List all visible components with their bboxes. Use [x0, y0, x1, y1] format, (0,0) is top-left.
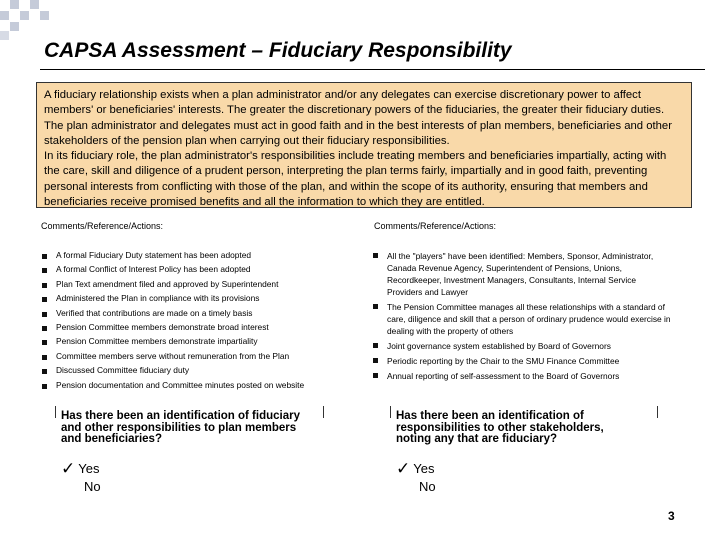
list-item: Annual reporting of self-assessment to the Board of Governors: [372, 370, 672, 382]
bullet-icon: [373, 358, 378, 363]
intro-box: [36, 82, 692, 208]
title-divider: [40, 69, 705, 70]
left-question-bracket: [323, 406, 324, 418]
bullet-icon: [42, 355, 47, 360]
bullet-icon: [42, 283, 47, 288]
list-item: Verified that contributions are made on a timely basis: [41, 308, 361, 322]
list-item: Pension Committee members demonstrate impartiality: [41, 336, 361, 350]
bullet-icon: [373, 304, 378, 309]
left-question: Has there been an identification of fiduciary and other responsibilities to plan members and beneficiaries?: [61, 410, 300, 445]
page-title: CAPSA Assessment – Fiduciary Responsibility: [44, 39, 512, 62]
checkmark-icon: ✓: [61, 459, 76, 478]
bullet-icon: [42, 297, 47, 302]
bullet-icon: [42, 326, 47, 331]
list-item: Pension Committee members demonstrate broad interest: [41, 322, 361, 336]
list-item: Joint governance system established by Board of Governors: [372, 340, 672, 352]
left-answer-options: [61, 460, 101, 496]
bullet-icon: [42, 340, 47, 345]
bullet-icon: [42, 384, 47, 389]
bullet-icon: [42, 369, 47, 374]
bullet-icon: [42, 254, 47, 259]
yes-option[interactable]: ✓ Yes: [396, 459, 435, 478]
intro-paragraph: A fiduciary relationship exists when a plan administrator and/or any delegates can exercise discretionary power to affect members' or beneficiaries' interests. The greater the discretionary powers of the fiduciaries, the greater their fiduciary duties. The plan administrator and delegates must act in good faith and in the best interests of plan members, beneficiaries and other stakeholders of the pension plan when carrying out their fiduciary responsibilities.: [44, 89, 672, 147]
right-question-bracket: [390, 406, 391, 418]
right-question-bracket: [657, 406, 658, 418]
right-column-heading: Comments/Reference/Actions:: [374, 221, 497, 231]
intro-paragraph: In its fiduciary role, the plan administrator's responsibilities include treating members and beneficiaries impartially, acting with the care, skill and diligence of a prudent person, interpreting the plan terms fairly, impartially and in good faith, preventing personal interests from conflicting with those of the plan, and within the scope of its authority, ensuring that members and beneficiaries receive promised benefits and all the information to which they are entitled.: [44, 150, 667, 209]
list-item: The Pension Committee manages all these relationships with a standard of care, diligence and skill that a person of ordinary prudence would exercise in dealing with the property of others: [372, 301, 672, 337]
list-item: Pension documentation and Committee minutes posted on website: [41, 380, 361, 394]
bullet-icon: [42, 268, 47, 273]
list-item: Discussed Committee fiduciary duty: [41, 365, 361, 379]
left-question-bracket: [55, 406, 56, 418]
list-item: A formal Fiduciary Duty statement has been adopted: [41, 250, 361, 264]
decorative-squares: [0, 0, 60, 40]
right-question: Has there been an identification of responsibilities to other stakeholders, noting any that are fiduciary?: [396, 410, 604, 445]
list-item: Administered the Plan in compliance with its provisions: [41, 293, 361, 307]
page-number: 3: [668, 509, 675, 523]
list-item: Plan Text amendment filed and approved by Superintendent: [41, 279, 361, 293]
yes-option[interactable]: ✓ Yes: [61, 459, 100, 478]
bullet-icon: [373, 343, 378, 348]
list-item: All the "players" have been identified: Members, Sponsor, Administrator, Canada Revenue Agency, Superintendent of Pensions, Unions, Recordkeeper, Investment Managers, Consultants, Internal Service Providers and Lawyer: [372, 250, 672, 298]
list-item: Periodic reporting by the Chair to the SMU Finance Committee: [372, 355, 672, 367]
no-option[interactable]: No: [84, 479, 101, 494]
bullet-icon: [42, 312, 47, 317]
checkmark-icon: ✓: [396, 459, 411, 478]
right-action-list: [372, 250, 672, 385]
left-column-heading: Comments/Reference/Actions:: [41, 221, 164, 231]
bullet-icon: [373, 253, 378, 258]
left-action-list: [41, 250, 361, 394]
list-item: Committee members serve without remuneration from the Plan: [41, 351, 361, 365]
no-option[interactable]: No: [419, 479, 436, 494]
bullet-icon: [373, 373, 378, 378]
right-answer-options: [396, 460, 436, 496]
list-item: A formal Conflict of Interest Policy has been adopted: [41, 264, 361, 278]
